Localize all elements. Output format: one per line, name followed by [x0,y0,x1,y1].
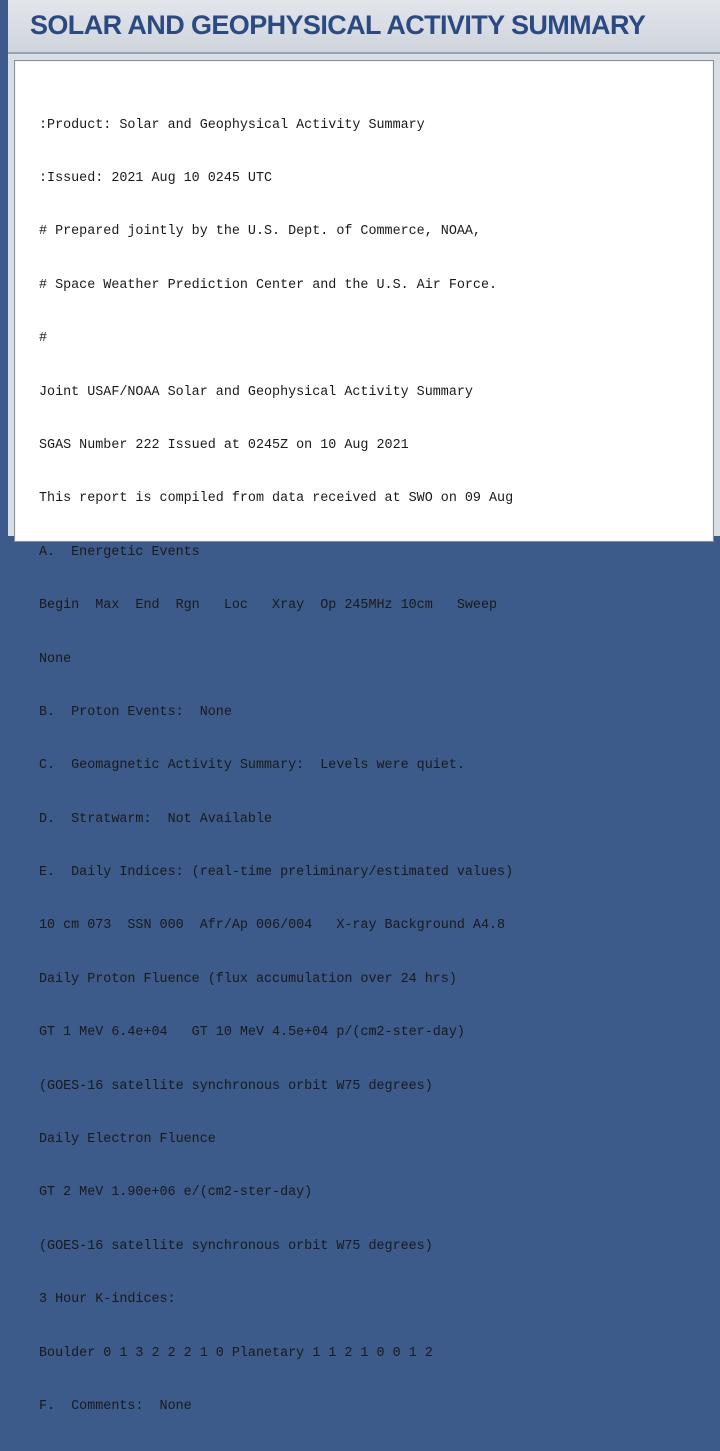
section-f-comments: F. Comments: None [39,1398,192,1414]
electron-fluence-values: GT 2 MeV 1.90e+06 e/(cm2-ster-day) [39,1185,313,1201]
report-line-product: :Product: Solar and Geophysical Activity Summary [39,117,425,133]
report-line-hash: # [39,331,48,347]
report-line-joint: Joint USAF/NOAA Solar and Geophysical Activity Summary [39,384,473,400]
proton-fluence-source: (GOES-16 satellite synchronous orbit W75 degrees) [39,1078,433,1094]
page-title: SOLAR AND GEOPHYSICAL ACTIVITY SUMMARY [30,10,646,40]
proton-fluence-heading: Daily Proton Fluence (flux accumulation over 24 hrs) [39,971,457,987]
daily-indices-values: 10 cm 073 SSN 000 Afr/Ap 006/004 X-ray Background A4.8 [39,918,506,934]
k-indices-values: Boulder 0 1 3 2 2 2 1 0 Planetary 1 1 2 1 0 0 1 2 [39,1345,433,1361]
section-c-geomagnetic: C. Geomagnetic Activity Summary: Levels were quiet. [39,758,465,774]
report-line-compiled: This report is compiled from data received at SWO on 09 Aug [39,491,514,507]
report-text [39,81,513,1451]
section-b-proton-events: B. Proton Events: None [39,704,232,720]
section-a-heading: A. Energetic Events [39,544,200,560]
report-line-prepared: # Prepared jointly by the U.S. Dept. of Commerce, NOAA, [39,224,481,240]
proton-fluence-values: GT 1 MeV 6.4e+04 GT 10 MeV 4.5e+04 p/(cm2-ster-day) [39,1025,465,1041]
report-line-swpc: # Space Weather Prediction Center and the U.S. Air Force. [39,277,498,293]
events-none: None [39,651,72,667]
report-line-issued: :Issued: 2021 Aug 10 0245 UTC [39,170,273,186]
section-e-daily-indices: E. Daily Indices: (real-time preliminary/estimated values) [39,865,514,881]
section-d-stratwarm: D. Stratwarm: Not Available [39,811,273,827]
report-line-sgas-number: SGAS Number 222 Issued at 0245Z on 10 Aug 2021 [39,437,409,453]
report-panel [14,60,714,1414]
electron-fluence-heading: Daily Electron Fluence [39,1132,216,1148]
events-table-header: Begin Max End Rgn Loc Xray Op 245MHz 10cm Sweep [39,598,498,614]
k-indices-heading: 3 Hour K-indices: [39,1292,176,1308]
title-bar [8,0,720,54]
electron-fluence-source: (GOES-16 satellite synchronous orbit W75 degrees) [39,1238,433,1254]
